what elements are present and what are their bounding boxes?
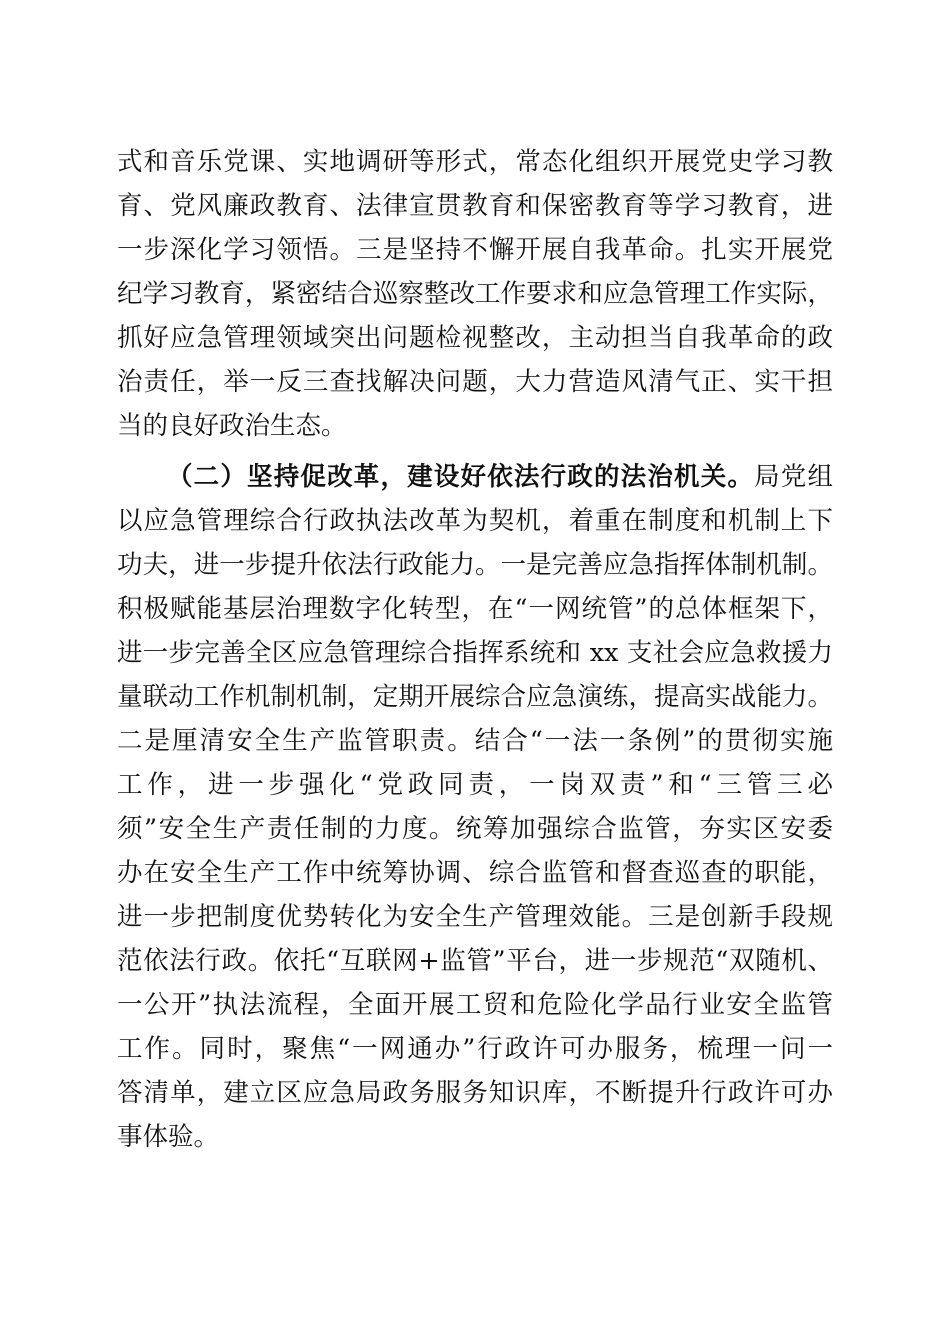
paragraph-line: 育、党风廉政教育、法律宣贯教育和保密教育等学习教育，进 — [117, 191, 833, 221]
paragraph-line: 功夫，进一步提升依法行政能力。一是完善应急指挥体制机制。 — [117, 550, 833, 580]
paragraph-line: 答清单，建立区应急局政务服务知识库，不断提升行政许可办 — [117, 1078, 833, 1108]
paragraph-line: 一步深化学习领悟。三是坚持不懈开展自我革命。扎实开展党 — [117, 235, 833, 265]
paragraph-text: 局党组 — [754, 462, 833, 492]
paragraph-line: 进一步完善全区应急管理综合指挥系统和 xx 支社会应急救援力 — [117, 638, 833, 668]
paragraph-line: 工作。同时，聚焦“一网通办”行政许可办服务，梳理一问一 — [117, 1034, 833, 1064]
paragraph-line: 纪学习教育，紧密结合巡察整改工作要求和应急管理工作实际， — [117, 279, 833, 309]
paragraph-line: 当的良好政治生态。 — [117, 411, 347, 441]
paragraph-line: 以应急管理综合行政执法改革为契机，着重在制度和机制上下 — [117, 506, 833, 536]
paragraph-line: 办在安全生产工作中统筹协调、综合监管和督查巡查的职能， — [117, 858, 833, 888]
section-heading-line — [167, 455, 833, 499]
section-heading: （二）坚持促改革，建设好依法行政的法治机关。 — [167, 462, 755, 492]
paragraph-line: 积极赋能基层治理数字化转型，在“一网统管”的总体框架下， — [117, 594, 833, 624]
paragraph-line: 二是厘清安全生产监管职责。结合“一法一条例”的贯彻实施 — [117, 726, 833, 756]
paragraph-line: 式和音乐党课、实地调研等形式，常态化组织开展党史学习教 — [117, 147, 833, 177]
paragraph-line: 进一步把制度优势转化为安全生产管理效能。三是创新手段规 — [117, 902, 833, 932]
paragraph-line: 一公开”执法流程，全面开展工贸和危险化学品行业安全监管 — [117, 990, 833, 1020]
paragraph-line: 工作，进一步强化“党政同责，一岗双责”和“三管三必 — [117, 770, 833, 800]
paragraph-line: 范依法行政。依托“互联网+监管”平台，进一步规范“双随机、 — [117, 946, 833, 976]
paragraph-line: 抓好应急管理领域突出问题检视整改，主动担当自我革命的政 — [117, 323, 833, 353]
paragraph-line: 事体验。 — [117, 1122, 220, 1152]
paragraph-line: 治责任，举一反三查找解决问题，大力营造风清气正、实干担 — [117, 367, 833, 397]
paragraph-line: 量联动工作机制机制，定期开展综合应急演练，提高实战能力。 — [117, 682, 833, 712]
paragraph-line: 须”安全生产责任制的力度。统筹加强综合监管，夯实区安委 — [117, 814, 833, 844]
